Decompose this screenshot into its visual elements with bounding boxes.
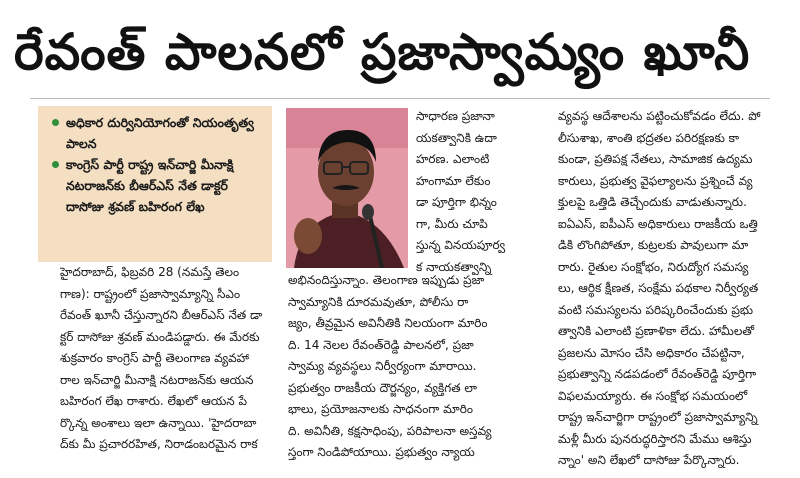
article-line: కుండా, ప్రతిపక్ష నేతలు, సామాజిక ఉద్యమ [558,152,753,166]
article-line: గా, మీరు చూపి [416,216,488,231]
speaker-photo-graphic [286,108,408,268]
article-line: బహిరంగ లేఖ రాశారు. లేఖలో ఆయన పే [60,394,248,408]
article-line: శుక్రవారం కాంగ్రెస్ పార్టీ తెలంగాణ వ్యవహా [60,351,250,365]
highlights-box [38,106,272,262]
article-line: రాష్ట్ర ఇన్‌చార్జిగా రాష్ట్రంలో ప్రజాస్వామ్యాన్ని [558,410,758,424]
article-line: అభినందిస్తున్నాం. తెలంగాణ ఇప్పుడు ప్రజా [288,273,485,287]
article-line: ప్రభుత్వాన్ని నడపడంలో రేవంత్‌రెడ్డి పూర్తిగా [558,367,757,381]
article-line: భాలు, ప్రయోజనాలకు సాధనంగా మారిం [288,402,473,416]
bullet-icon [52,119,59,126]
article-line: హరణ. ఎలాంటి [416,152,490,166]
article-line: స్తంగా నిండిపోయాయి. ప్రభుత్వం న్యాయ [288,445,475,459]
highlight-item [52,154,266,217]
highlight-text: కాంగ్రెస్ పార్టీ రాష్ట్ర ఇన్‌చార్జి మీనాక్షి నటరాజన్‌కు బీఆర్ఎస్ నేత డాక్టర్ దాసోజు శ్రవణ్ బహిరంగ లేఖ [66,157,234,214]
article-line: సాధారణ ప్రజానా [416,109,495,123]
article-line: జ్యం, తీవ్రమైన అవినీతికి నిలయంగా మారిం [288,316,488,330]
article-line: ర్కొన్న అంశాలు ఇలా ఉన్నాయి. 'హైదరాబా [60,415,257,430]
headline-rule [30,98,770,99]
article-line: గాణ): రాష్ట్రంలో ప్రజాస్వామ్యాన్ని సీఎం [60,286,241,301]
speaker-photo [286,108,408,268]
article-line: విఫలమయ్యారు. ఈ సంక్షోభ సమయంలో [558,388,748,403]
article-column-2 [288,270,542,464]
highlight-text: అధికార దుర్వినియోగంతో నియంతృత్వ పాలన [66,115,254,151]
article-line: ది. 14 నెలల రేవంత్‌రెడ్డి పాలనలో, ప్రజా [288,337,474,352]
article-line: వంటి సమస్యలను పరిష్కరించేందుకు ప్రభు [558,302,754,317]
highlight-item [52,112,266,154]
article-line: స్తున్న వినయపూర్వ [416,238,506,252]
article-line: హంగామా లేకుం [416,173,491,188]
article-line: హైదరాబాద్, ఫిబ్రవరి 28 (నమస్తే తెలం [60,265,240,279]
article-line: న్నాం' అని లేఖలో దాసోజు పేర్కొన్నారు. [558,453,740,467]
article-line: రారు. రైతుల సంక్షోభం, నిరుద్యోగ సమస్య [558,259,749,274]
article-line: ప్రజలను మోసం చేసి అధికారం చేపట్టినా, [558,345,745,360]
article-line: రాల ఇన్‌చార్జి మీనాక్షి నటరాజన్‌కు ఆయన [60,372,254,387]
headline: రేవంత్ పాలనలో ప్రజాస్వామ్యం ఖూనీ [14,23,751,81]
article-line: లీసుశాఖ, శాంతి భద్రతల పరిరక్షణకు కా [558,130,740,145]
article-line: రేవంత్ ఖూనీ చేస్తున్నారని బీఆర్ఎస్ నేత డా [60,308,263,322]
article-line: స్వామ్య వ్యవస్థలు నిర్వీర్యంగా మారాయి. [288,359,477,373]
article-line: స్వామ్యానికి దూరమవుతూ, పోలీసు రా [288,294,469,309]
article-line: వ్యవస్థ ఆదేశాలను పట్టించుకోవడం లేదు. పో [558,109,761,123]
article-line: ది. అవినీతి, కక్షసాధింపు, పరిపాలనా అస్తవ్య [288,423,492,438]
bullet-icon [52,161,59,168]
article-line: డికి లొంగిపోతూ, కుట్రలకు పావులుగా మా [558,238,749,252]
article-line: క నాయకత్వాన్ని [416,259,492,274]
article-column-3 [558,106,780,472]
article-column-1 [60,262,274,456]
article-line: ఐఏఎస్, ఐపీఎస్ అధికారులు రాజకీయ ఒత్తి [558,216,758,231]
article-line: కారులు, ప్రభుత్వ వైఫల్యాలను ప్రశ్నించే వ్య [558,173,753,188]
article-line: త్వానికి ఎలాంటి ప్రణాళికా లేదు. హామీలతో [558,324,755,338]
article-line: లు, ఆర్థిక క్షీణత, సంక్షేమ పథకాల నిర్వీర్యత [558,281,759,295]
article-line: డా పూర్తిగా భిన్నం [416,195,497,209]
article-line: ద్‌కు మీ ప్రచారరహిత, నిరాడంబరమైన రాక [60,437,258,451]
article-line: యకత్వానికి ఉదా [416,130,497,145]
article-line: మళ్లీ మీరు పునరుద్ధరిస్తారని మేము ఆశిస్తు [558,431,752,446]
article-column-2-top [416,106,542,278]
article-line: క్టర్ దాసోజు శ్రవణ్ మండిపడ్డారు. ఈ మేరకు [60,329,260,344]
article-line: క్తులపై ఒత్తిడి తెచ్చేందుకు వాడుతున్నారు. [558,195,747,209]
article-line: ప్రభుత్వం రాజకీయ దౌర్జన్యం, వ్యక్తిగత లా [288,380,477,395]
